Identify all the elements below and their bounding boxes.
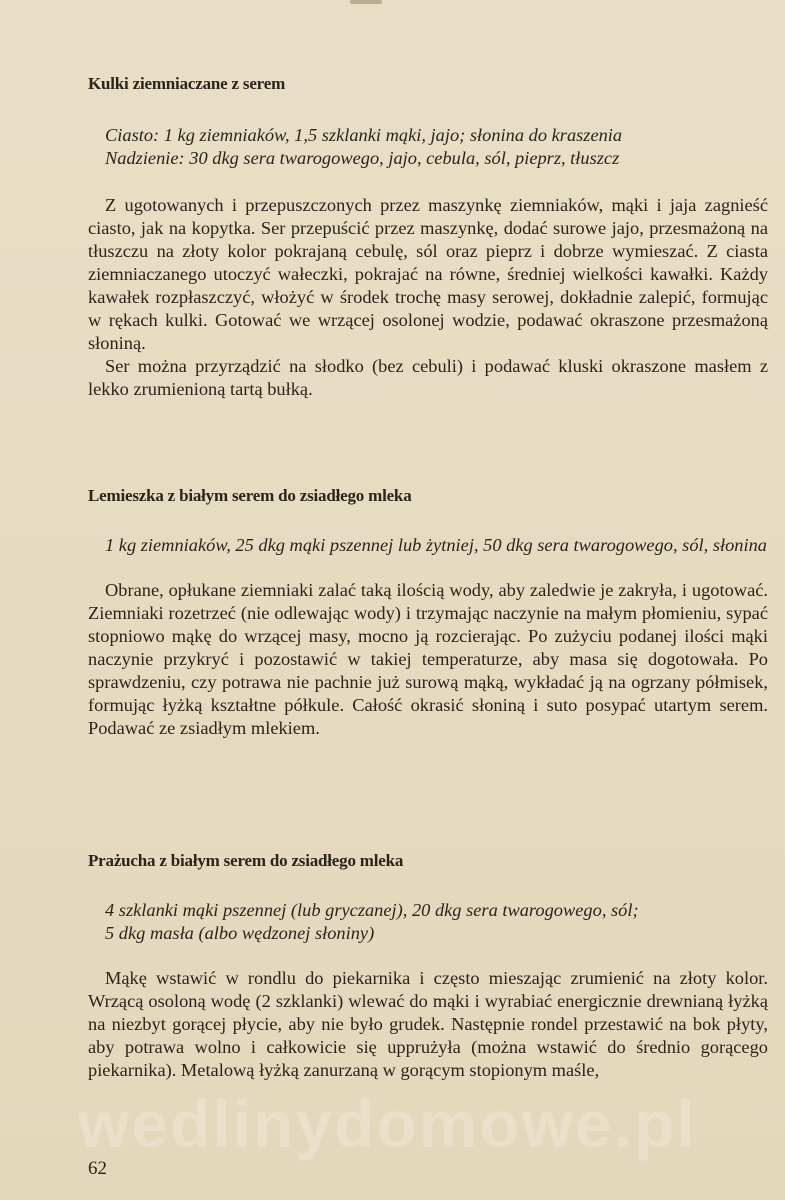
site-watermark: wedlinydomowe.pl — [78, 1087, 697, 1161]
recipe-instructions — [88, 967, 768, 1082]
ingredients-line: 5 dkg masła (albo wędzonej słoniny) — [105, 923, 375, 943]
recipe-title: Kulki ziemniaczane z serem — [88, 74, 286, 93]
page-number: 62 — [88, 1158, 107, 1179]
instruction-paragraph: Obrane, opłukane ziemniaki zalać taką ilością wody, aby zaledwie je zakryła, i ugotować. Ziemniaki rozetrzeć (nie odlewając wody) i trzymając naczynie na małym płomieniu, sypać stopniowo mąkę do wrzącej masy, mocno ją rozcierając. Po zużyciu podanej ilości mąki naczynie przykryć i pozostawić w takiej temperaturze, aby masa się dogotowała. Po sprawdzeniu, czy potrawa nie pachnie już surową mąką, wykładać ją na ogrzany półmisek, formując łyżką kształtne półkule. Całość okrasić słoniną i suto posypać utartym serem. Podawać ze zsiadłym mlekiem. — [88, 580, 768, 738]
recipe-lemieszka — [88, 486, 768, 740]
recipe-title: Lemieszka z białym serem do zsiadłego mleka — [88, 486, 412, 505]
recipe-kulki — [88, 74, 768, 401]
ingredients-line: 1 kg ziemniaków, 25 dkg mąki pszennej lub żytniej, 50 dkg sera twarogowego, sól, słonina — [105, 535, 767, 555]
ingredients-line: Ciasto: 1 kg ziemniaków, 1,5 szklanki mąki, jajo; słonina do kraszenia — [105, 125, 623, 145]
recipe-instructions — [88, 194, 768, 401]
instruction-paragraph: Mąkę wstawić w rondlu do piekarnika i często mieszając zrumienić na złoty kolor. Wrzącą osoloną wodę (2 szklanki) wlewać do mąki i wyrabiać energicznie drewnianą łyżką na niezbyt gorącej płycie, aby nie było grudek. Następnie rondel przestawić na bok płyty, aby potrawa wolno i całkowicie się upprużyła (można wstawić do średnio gorącego piekarnika). Metalową łyżką zanurzaną w gorącym stopionym maśle, — [88, 968, 768, 1080]
recipe-instructions — [88, 579, 768, 740]
ingredients-line: Nadzienie: 30 dkg sera twarogowego, jajo, cebula, sól, pieprz, tłuszcz — [105, 148, 620, 168]
recipe-ingredients — [88, 124, 768, 170]
recipe-title: Prażucha z białym serem do zsiadłego mleka — [88, 851, 404, 870]
recipe-ingredients — [88, 534, 768, 557]
recipe-prazucha — [88, 851, 768, 1082]
instruction-paragraph: Ser można przyrządzić na słodko (bez cebuli) i podawać kluski okraszone masłem z lekko zrumienioną tartą bułką. — [88, 356, 768, 399]
recipe-ingredients — [88, 899, 768, 945]
page-edge-shadow — [350, 0, 382, 4]
ingredients-line: 4 szklanki mąki pszennej (lub gryczanej), 20 dkg sera twarogowego, sól; — [105, 900, 639, 920]
instruction-paragraph: Z ugotowanych i przepuszczonych przez maszynkę ziemniaków, mąki i jaja zagnieść ciasto, jak na kopytka. Ser przepuścić przez maszynkę, dodać surowe jajo, przesmażoną na tłuszczu na złoty kolor pokrajaną cebulę, sól oraz pieprz i dobrze wymieszać. Z ciasta ziemniaczanego utoczyć wałeczki, pokrajać na równe, średniej wielkości kawałki. Każdy kawałek rozpłaszczyć, włożyć w środek trochę masy serowej, dokładnie zalepić, formując w rękach kulki. Gotować we wrzącej osolonej wodzie, podawać okraszone przesmażoną słoniną. — [88, 195, 768, 353]
